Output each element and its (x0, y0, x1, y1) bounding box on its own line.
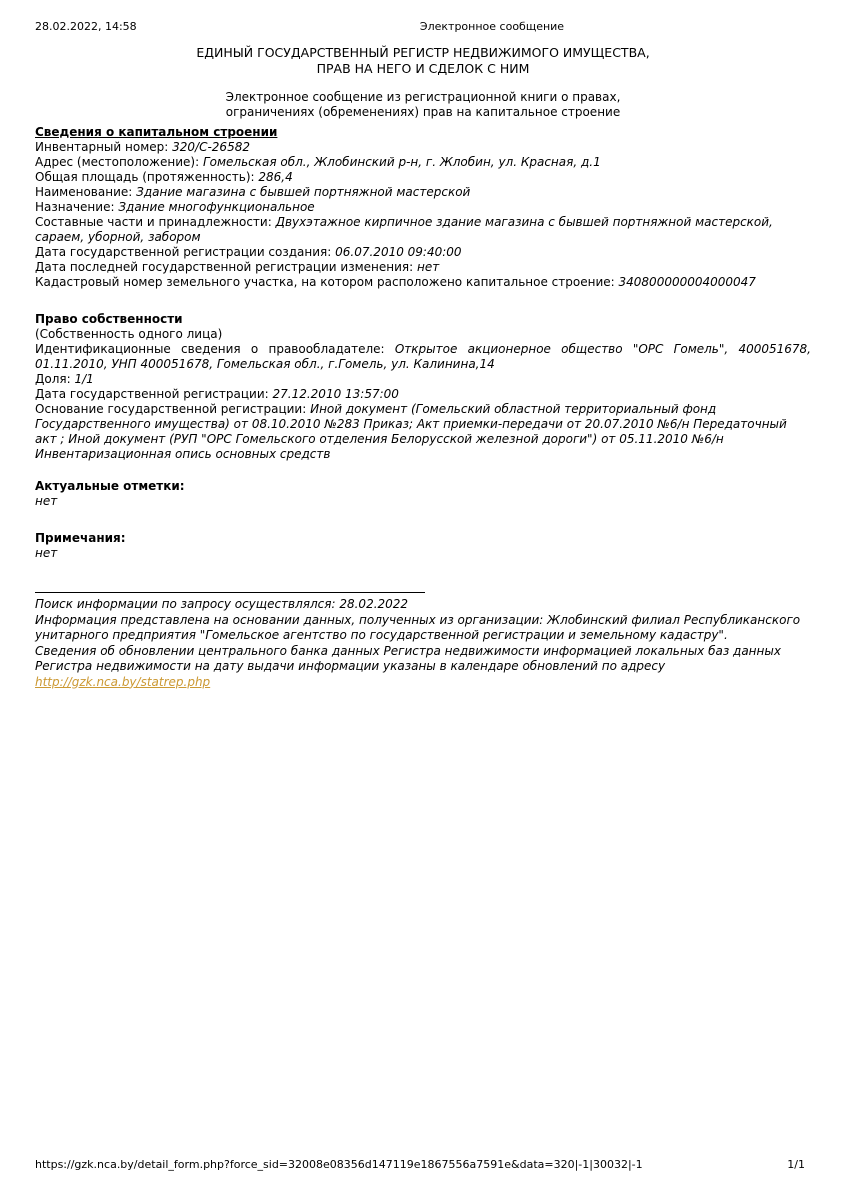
info-line: Поиск информации по запросу осуществлялся: 28.02.2022 (35, 597, 409, 611)
field-label: Основание государственной регистрации: (35, 402, 307, 416)
document-subtitle-line1: Электронное сообщение из регистрационной книги о правах, (225, 90, 621, 104)
field-value: 27.12.2010 13:57:00 (272, 387, 399, 401)
document-title-line1: ЕДИНЫЙ ГОСУДАРСТВЕННЫЙ РЕГИСТР НЕДВИЖИМОГО ИМУЩЕСТВА, (196, 45, 650, 60)
field-value: 286,4 (258, 170, 293, 184)
field-row (35, 185, 811, 200)
ownership-fields (35, 342, 811, 462)
field-value: Здание магазина с бывшей портняжной мастерской (136, 185, 471, 199)
field-row (35, 372, 811, 387)
field-value: 320/C-26582 (172, 140, 250, 154)
field-value: Двухэтажное кирпичное здание магазина с бывшей портняжной мастерской, сараем, уборной, забором (35, 215, 773, 244)
field-value: 06.07.2010 09:40:00 (335, 245, 462, 259)
field-row (35, 245, 811, 260)
field-row (35, 260, 811, 275)
field-row (35, 170, 811, 185)
divider-line (35, 592, 425, 593)
field-value: Здание многофункциональное (118, 200, 315, 214)
info-line: Сведения об обновлении центрального банка данных Регистра недвижимости информацией локальных баз данных Регистра недвижимости на дату выдачи информации указаны в календаре обновлений по адресу (35, 643, 781, 673)
field-label: Инвентарный номер: (35, 140, 169, 154)
print-datetime: 28.02.2022, 14:58 (35, 20, 137, 33)
building-section-heading: Сведения о капитальном строении (35, 125, 278, 139)
field-row (35, 402, 811, 462)
ownership-section (35, 312, 811, 462)
field-value: нет (417, 260, 440, 274)
print-doc-title-wrap (68, 20, 848, 34)
notes-value: нет (35, 546, 58, 560)
field-row (35, 387, 811, 402)
building-fields (35, 140, 811, 290)
notes-section-heading: Примечания: (35, 531, 126, 545)
document-title (35, 45, 811, 77)
field-label: Дата последней государственной регистрации изменения: (35, 260, 414, 274)
field-row (35, 155, 811, 170)
info-lines (35, 597, 811, 675)
marks-section (35, 479, 811, 509)
ownership-section-heading: Право собственности (35, 312, 183, 326)
field-value: Гомельская обл., Жлобинский р-н, г. Жлобин, ул. Красная, д.1 (202, 155, 601, 169)
document-title-line2: ПРАВ НА НЕГО И СДЕЛОК С НИМ (316, 61, 530, 76)
field-row (35, 140, 811, 155)
page-number: 1/1 (787, 1158, 805, 1171)
marks-value: нет (35, 494, 58, 508)
info-line: Информация представлена на основании данных, полученных из организации: Жлобинский филиал Республиканского унитарного предприятия "Гомельское агентство по государственной регистрации и земельному кадастру". (35, 612, 801, 642)
field-label: Составные части и принадлежности: (35, 215, 272, 229)
print-footer (35, 1158, 805, 1172)
document-subtitle-line2: ограничениях (обременениях) прав на капитальное строение (225, 105, 621, 119)
notes-section (35, 531, 811, 561)
field-label: Доля: (35, 372, 71, 386)
field-label: Назначение: (35, 200, 115, 214)
field-label: Кадастровый номер земельного участка, на котором расположено капитальное строение: (35, 275, 615, 289)
field-label: Дата государственной регистрации создания: (35, 245, 332, 259)
document-subtitle (35, 90, 811, 120)
ownership-type: (Собственность одного лица) (35, 327, 223, 341)
info-block (35, 592, 811, 690)
field-value: 340800000004000047 (618, 275, 756, 289)
marks-section-heading: Актуальные отметки: (35, 479, 185, 493)
field-value: 1/1 (74, 372, 94, 386)
field-row (35, 275, 811, 290)
field-row (35, 215, 811, 245)
building-section (35, 125, 811, 290)
field-row (35, 200, 811, 215)
field-label: Идентификационные сведения о правообладателе: (35, 342, 385, 356)
field-value: Открытое акционерное общество "ОРС Гомель", 400051678, 01.11.2010, УНП 400051678, Гомельская обл., г.Гомель, ул. Калинина,14 (35, 342, 811, 371)
field-value: Иной документ (Гомельский областной территориальный фонд Государственного имущества) от 08.10.2010 №283 Приказ; Акт приемки-передачи от 20.07.2010 №6/н Передаточный акт ; Иной документ (РУП "ОРС Гомельского отделения Белорусской железной дороги") от 05.11.2010 №6/н Инвентаризационная опись основных средств (35, 402, 787, 461)
print-header (0, 20, 848, 34)
statrep-link[interactable]: http://gzk.nca.by/statrep.php (35, 674, 211, 689)
field-label: Общая площадь (протяженность): (35, 170, 255, 184)
document-page (35, 45, 811, 690)
field-label: Наименование: (35, 185, 133, 199)
field-label: Адрес (местоположение): (35, 155, 200, 169)
print-url: https://gzk.nca.by/detail_form.php?force_sid=32008e08356d147119e1867556a7591e&data=320|-1|30032|-1 (35, 1158, 643, 1171)
print-doc-title: Электронное сообщение (419, 20, 565, 33)
field-label: Дата государственной регистрации: (35, 387, 269, 401)
field-row (35, 342, 811, 372)
